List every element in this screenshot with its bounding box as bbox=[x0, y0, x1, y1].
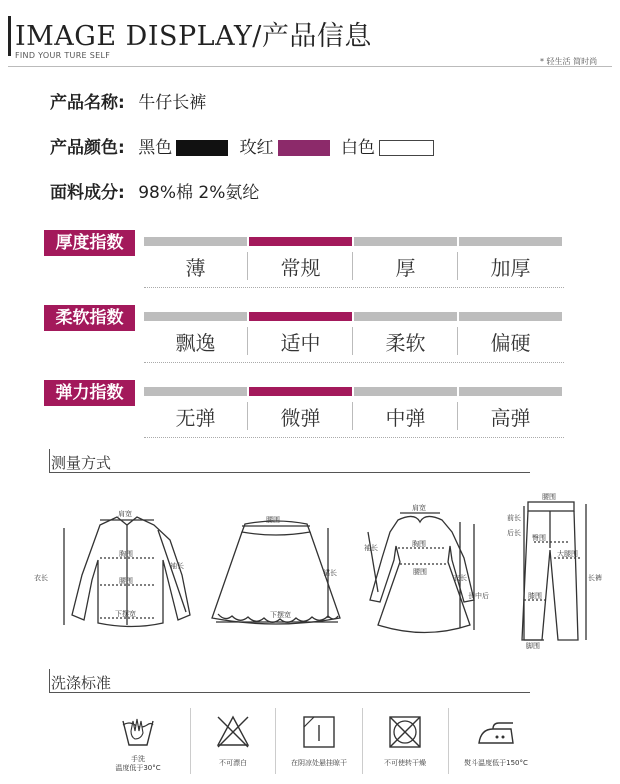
index-option: 中弹 bbox=[385, 406, 426, 430]
color-name: 玫红 bbox=[239, 138, 274, 158]
shirt-label-length: 衣长 bbox=[34, 574, 48, 582]
product-color-row bbox=[50, 133, 440, 158]
pants-label-knee: 膝围 bbox=[528, 592, 542, 600]
color-swatch-white bbox=[379, 140, 434, 156]
index-separator bbox=[247, 252, 248, 280]
measurement-diagrams bbox=[20, 480, 620, 650]
index-label: 弹力指数 bbox=[44, 380, 135, 406]
wash-divider bbox=[190, 708, 191, 774]
index-option: 适中 bbox=[280, 331, 321, 355]
index-bar bbox=[354, 312, 457, 321]
dress-label-sleeve: 袖长 bbox=[364, 544, 378, 552]
index-option: 高弹 bbox=[490, 406, 531, 430]
wash-divider bbox=[362, 708, 363, 774]
pants-label-length: 长裤 bbox=[588, 574, 602, 582]
color-name: 黑色 bbox=[138, 138, 173, 158]
wash-title-underline bbox=[49, 692, 530, 693]
index-option: 飘逸 bbox=[175, 331, 216, 355]
dress-label-center-length: 长中后 bbox=[468, 592, 489, 600]
measure-title-underline bbox=[49, 472, 530, 473]
shade-dry-icon bbox=[282, 707, 356, 755]
dress-label-length: 衣长 bbox=[453, 574, 467, 582]
header-accent-bar bbox=[8, 16, 11, 56]
index-separator bbox=[457, 327, 458, 355]
fabric-label: 面料成分: bbox=[50, 183, 125, 203]
wash-item-no-tumble-dry bbox=[368, 707, 442, 777]
index-bar-selected bbox=[249, 312, 352, 321]
index-bar bbox=[354, 237, 457, 246]
fabric-row bbox=[50, 178, 259, 203]
wash-caption: 不可使转干燥 bbox=[384, 759, 426, 767]
shirt-label-waist: 腰围 bbox=[119, 577, 133, 585]
index-option: 柔软 bbox=[385, 331, 426, 355]
index-bar bbox=[354, 387, 457, 396]
index-option: 加厚 bbox=[490, 256, 531, 280]
index-bar bbox=[144, 237, 247, 246]
color-swatch-rose bbox=[278, 140, 330, 156]
fabric-value: 98%棉 2%氨纶 bbox=[138, 183, 260, 203]
wash-item-shade-dry bbox=[282, 707, 356, 777]
pants-label-hem: 脚围 bbox=[526, 642, 540, 650]
index-bar-selected bbox=[249, 387, 352, 396]
wash-caption: 熨斗温度低于150°C bbox=[464, 759, 528, 767]
wash-caption: 不可漂白 bbox=[219, 759, 247, 767]
wash-item-hand-wash bbox=[101, 707, 175, 777]
measure-title: 测量方式 bbox=[51, 454, 112, 472]
dress-label-chest: 胸围 bbox=[412, 540, 426, 548]
index-bar bbox=[144, 387, 247, 396]
dress-label-shoulder: 肩宽 bbox=[412, 504, 426, 512]
index-option: 无弹 bbox=[175, 406, 216, 430]
product-name-label: 产品名称: bbox=[50, 93, 125, 113]
index-bar bbox=[144, 312, 247, 321]
index-bar bbox=[459, 237, 562, 246]
pants-diagram bbox=[522, 502, 586, 640]
index-separator bbox=[457, 252, 458, 280]
index-separator bbox=[352, 327, 353, 355]
shirt-label-sleeve: 袖长 bbox=[170, 562, 184, 570]
wash-item-no-bleach bbox=[196, 707, 270, 777]
index-separator bbox=[247, 327, 248, 355]
dress-label-waist: 腰围 bbox=[413, 568, 427, 576]
wash-title: 洗涤标准 bbox=[51, 674, 112, 692]
product-name-value: 牛仔长裤 bbox=[138, 93, 207, 113]
shirt-label-chest: 胸围 bbox=[119, 550, 133, 558]
index-option: 微弹 bbox=[280, 406, 321, 430]
index-option: 偏硬 bbox=[490, 331, 531, 355]
product-color-label: 产品颜色: bbox=[50, 138, 125, 158]
index-separator bbox=[247, 402, 248, 430]
header-divider bbox=[8, 66, 612, 67]
index-separator bbox=[352, 402, 353, 430]
index-dotted-rule bbox=[144, 362, 564, 363]
no-bleach-icon bbox=[196, 707, 270, 755]
wash-divider bbox=[448, 708, 449, 774]
wash-caption: 在阴凉处悬挂晾干 bbox=[291, 759, 347, 767]
page-subtitle: FIND YOUR TURE SELF bbox=[15, 51, 111, 60]
index-dotted-rule bbox=[144, 437, 564, 438]
color-swatch-black bbox=[176, 140, 228, 156]
index-option: 薄 bbox=[185, 256, 206, 280]
index-bar bbox=[459, 387, 562, 396]
shirt-label-hem: 下摆宽 bbox=[115, 610, 136, 618]
index-label: 柔软指数 bbox=[44, 305, 135, 331]
index-dotted-rule bbox=[144, 287, 564, 288]
pants-label-front-rise: 前长 bbox=[507, 514, 521, 522]
product-name-row bbox=[50, 88, 206, 113]
index-bar-selected bbox=[249, 237, 352, 246]
color-name: 白色 bbox=[341, 138, 376, 158]
hand-wash-icon bbox=[101, 707, 175, 755]
no-tumble-dry-icon bbox=[368, 707, 442, 755]
pants-label-hip: 臀围 bbox=[532, 534, 546, 542]
wash-divider bbox=[275, 708, 276, 774]
measure-title-tick bbox=[49, 449, 50, 473]
wash-title-tick bbox=[49, 669, 50, 693]
index-option: 常规 bbox=[280, 256, 321, 280]
pants-label-thigh: 大腿围 bbox=[557, 550, 578, 558]
pants-label-back-rise: 后长 bbox=[507, 529, 521, 537]
index-label: 厚度指数 bbox=[44, 230, 135, 256]
shirt-label-shoulder: 肩宽 bbox=[118, 510, 132, 518]
wash-item-iron bbox=[453, 707, 539, 777]
iron-low-icon bbox=[453, 707, 539, 755]
index-separator bbox=[457, 402, 458, 430]
index-option: 厚 bbox=[395, 256, 416, 280]
skirt-label-hem: 下摆宽 bbox=[270, 611, 291, 619]
index-bar bbox=[459, 312, 562, 321]
index-separator bbox=[352, 252, 353, 280]
page-title: IMAGE DISPLAY/产品信息 bbox=[15, 21, 372, 52]
skirt-diagram bbox=[212, 521, 340, 624]
pants-label-waist: 腰围 bbox=[542, 493, 556, 501]
slogan-text: * 轻生活 简时尚 bbox=[540, 57, 598, 66]
skirt-label-length: 裙长 bbox=[323, 569, 337, 577]
wash-caption: 手洗 温度低于30°C bbox=[115, 755, 161, 772]
skirt-label-waist: 腰围 bbox=[266, 516, 280, 524]
